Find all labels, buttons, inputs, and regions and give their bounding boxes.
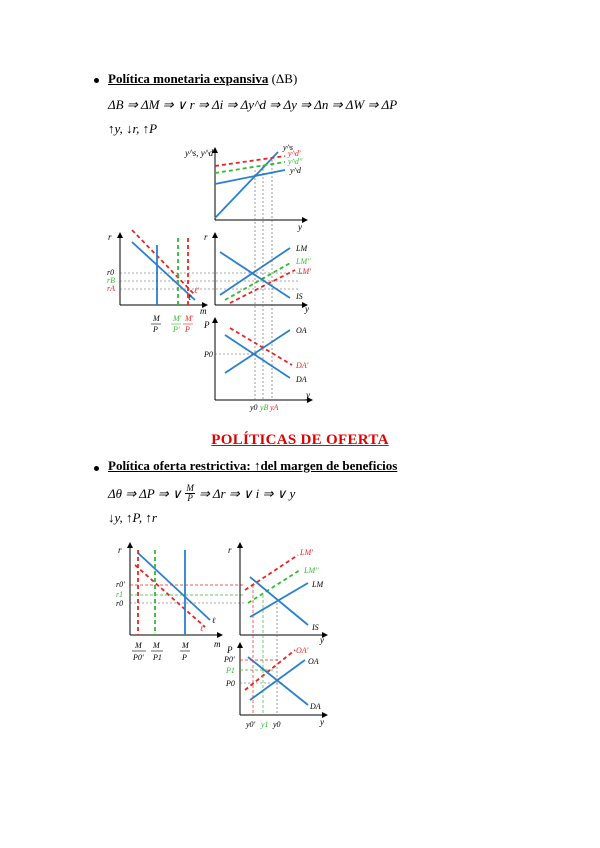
g2-label-da: DA: [310, 702, 321, 711]
g2-money-l-line: [138, 553, 210, 620]
g2-tick3-den: P: [182, 653, 187, 662]
g2-label-oa: OA: [308, 657, 319, 666]
section2-chain-fraction: [185, 484, 195, 503]
money-xlabel: m: [200, 306, 207, 316]
ad-p0: P0: [204, 350, 213, 359]
bullet-1: [94, 78, 99, 83]
g2-tick3-num: M: [182, 641, 189, 650]
g2-ad-y1: y1: [261, 720, 269, 729]
top-ylabel: y^s, y^d: [185, 148, 214, 158]
g2-label-lm: LM: [312, 580, 324, 589]
g2-lmp-line: [245, 555, 298, 590]
islm-label-is: IS: [296, 292, 303, 301]
g2-money-ylabel: r: [118, 545, 122, 555]
graph1-top-panel: [184, 143, 305, 232]
top-label-ydpp: y^d'': [288, 157, 303, 166]
ad-da-line: [225, 335, 290, 378]
section2-frac-den: P: [187, 493, 193, 503]
money-tick2-num: M': [173, 314, 182, 323]
money-lprime-line: [132, 230, 195, 295]
money-l-line: [132, 242, 195, 300]
islm-lmp-line: [230, 270, 295, 303]
graph2: [110, 535, 370, 765]
ad-yb: yB: [260, 403, 269, 412]
g2-islm-ylabel: r: [228, 545, 232, 555]
g2-money-lp-label: ℓ': [200, 624, 206, 633]
section2-chain-suffix: ⇒ Δr ⇒ ∨ i ⇒ ∨ y: [198, 485, 296, 501]
g2-tick2-den: P1: [153, 653, 162, 662]
g2-ad-y0p: y0': [246, 720, 256, 729]
ad-label-dap: DA': [296, 361, 309, 370]
g2-label-is: IS: [312, 623, 319, 632]
money-r0: r0: [107, 268, 115, 277]
section1-heading: Política monetaria expansiva: [108, 71, 269, 86]
g2-money-r0p: r0': [116, 580, 125, 589]
ad-y0: y0: [250, 403, 258, 412]
money-tick2-den: P': [173, 325, 180, 334]
g2-label-lmp: LM': [300, 548, 313, 557]
bullet-2: [94, 466, 99, 471]
top-xlabel: y: [298, 222, 302, 232]
g2-ad-y0: y0: [273, 720, 281, 729]
graph1-ad-panel: [203, 160, 310, 412]
islm-ylabel: r: [204, 232, 208, 242]
section2-result: ↓y, ↑P, ↑r: [108, 510, 157, 525]
g2-ad-p1: P1: [226, 666, 235, 675]
g2-money-xlabel: m: [214, 639, 221, 649]
ad-label-oa: OA: [296, 326, 307, 335]
section2-frac-num: M: [186, 483, 194, 493]
top-label-ydp: y^d': [288, 149, 301, 158]
section2-chain: [108, 484, 295, 503]
money-lp-label: ℓ': [194, 286, 200, 295]
section1-chain: ΔB ⇒ ΔM ⇒ ∨ r ⇒ Δi ⇒ Δy^d ⇒ Δy ⇒ Δn ⇒ ΔW ⇒ ΔP: [108, 97, 398, 112]
top-label-ys: y^s: [283, 143, 294, 152]
ad-ya: yA: [270, 403, 279, 412]
section2-heading: Política oferta restrictiva: ↑del margen de beneficios: [108, 458, 398, 473]
section2-heading-line: [108, 458, 397, 474]
g2-lmpp-line: [248, 570, 300, 603]
g2-label-oap: OA': [296, 646, 309, 655]
money-tick3-den: P: [185, 325, 190, 334]
g2-money-l-label: ℓ: [212, 616, 216, 625]
ad-label-da: DA: [296, 375, 307, 384]
g2-islm-xlabel: y: [320, 635, 324, 645]
g2-ad-p0p: P0': [224, 655, 235, 664]
section1-heading-suffix: (ΔB): [271, 71, 298, 86]
g2-money-r0: r0: [116, 599, 124, 608]
section2-chain-prefix: Δθ ⇒ ΔP ⇒ ∨: [108, 485, 182, 501]
yd-prime-line: [215, 156, 285, 166]
islm-label-lmpp: LM'': [296, 257, 311, 266]
graph2-ad-panel: [223, 585, 325, 729]
islm-label-lm: LM: [296, 244, 308, 253]
g2-ad-ylabel: P: [227, 645, 233, 655]
money-tick1-den: P: [153, 325, 158, 334]
g2-ad-p0: P0: [226, 679, 235, 688]
top-label-yd: y^d: [290, 166, 301, 175]
graph1: [100, 140, 340, 420]
g2-money-r1: r1: [116, 590, 124, 599]
islm-xlabel: y: [305, 304, 309, 314]
money-rb: rB: [107, 276, 115, 285]
g2-tick2-num: M: [153, 641, 160, 650]
section1-heading-line: [108, 71, 297, 87]
graph2-money-panel: [116, 545, 245, 662]
money-tick1-num: M: [153, 314, 160, 323]
ad-ylabel: P: [204, 320, 210, 330]
section1-result: ↑y, ↓r, ↑P: [108, 121, 158, 136]
g2-tick1-num: M: [135, 641, 142, 650]
money-ra: rA: [107, 284, 115, 293]
g2-tick1-den: P0': [133, 653, 144, 662]
graph1-money-panel: [107, 230, 305, 334]
money-ylabel: r: [108, 232, 112, 242]
money-l-label: ℓ: [188, 293, 192, 302]
islm-label-lmp: LM': [298, 267, 311, 276]
page-title-oferta: POLÍTICAS DE OFERTA: [211, 432, 389, 448]
ad-xlabel: y: [306, 390, 310, 400]
money-tick3-num: M': [185, 314, 194, 323]
g2-label-lmpp: LM'': [304, 566, 319, 575]
g2-ad-xlabel: y: [320, 717, 324, 727]
ad-oa-line: [225, 330, 290, 373]
g2-money-lp-line: [135, 565, 205, 627]
